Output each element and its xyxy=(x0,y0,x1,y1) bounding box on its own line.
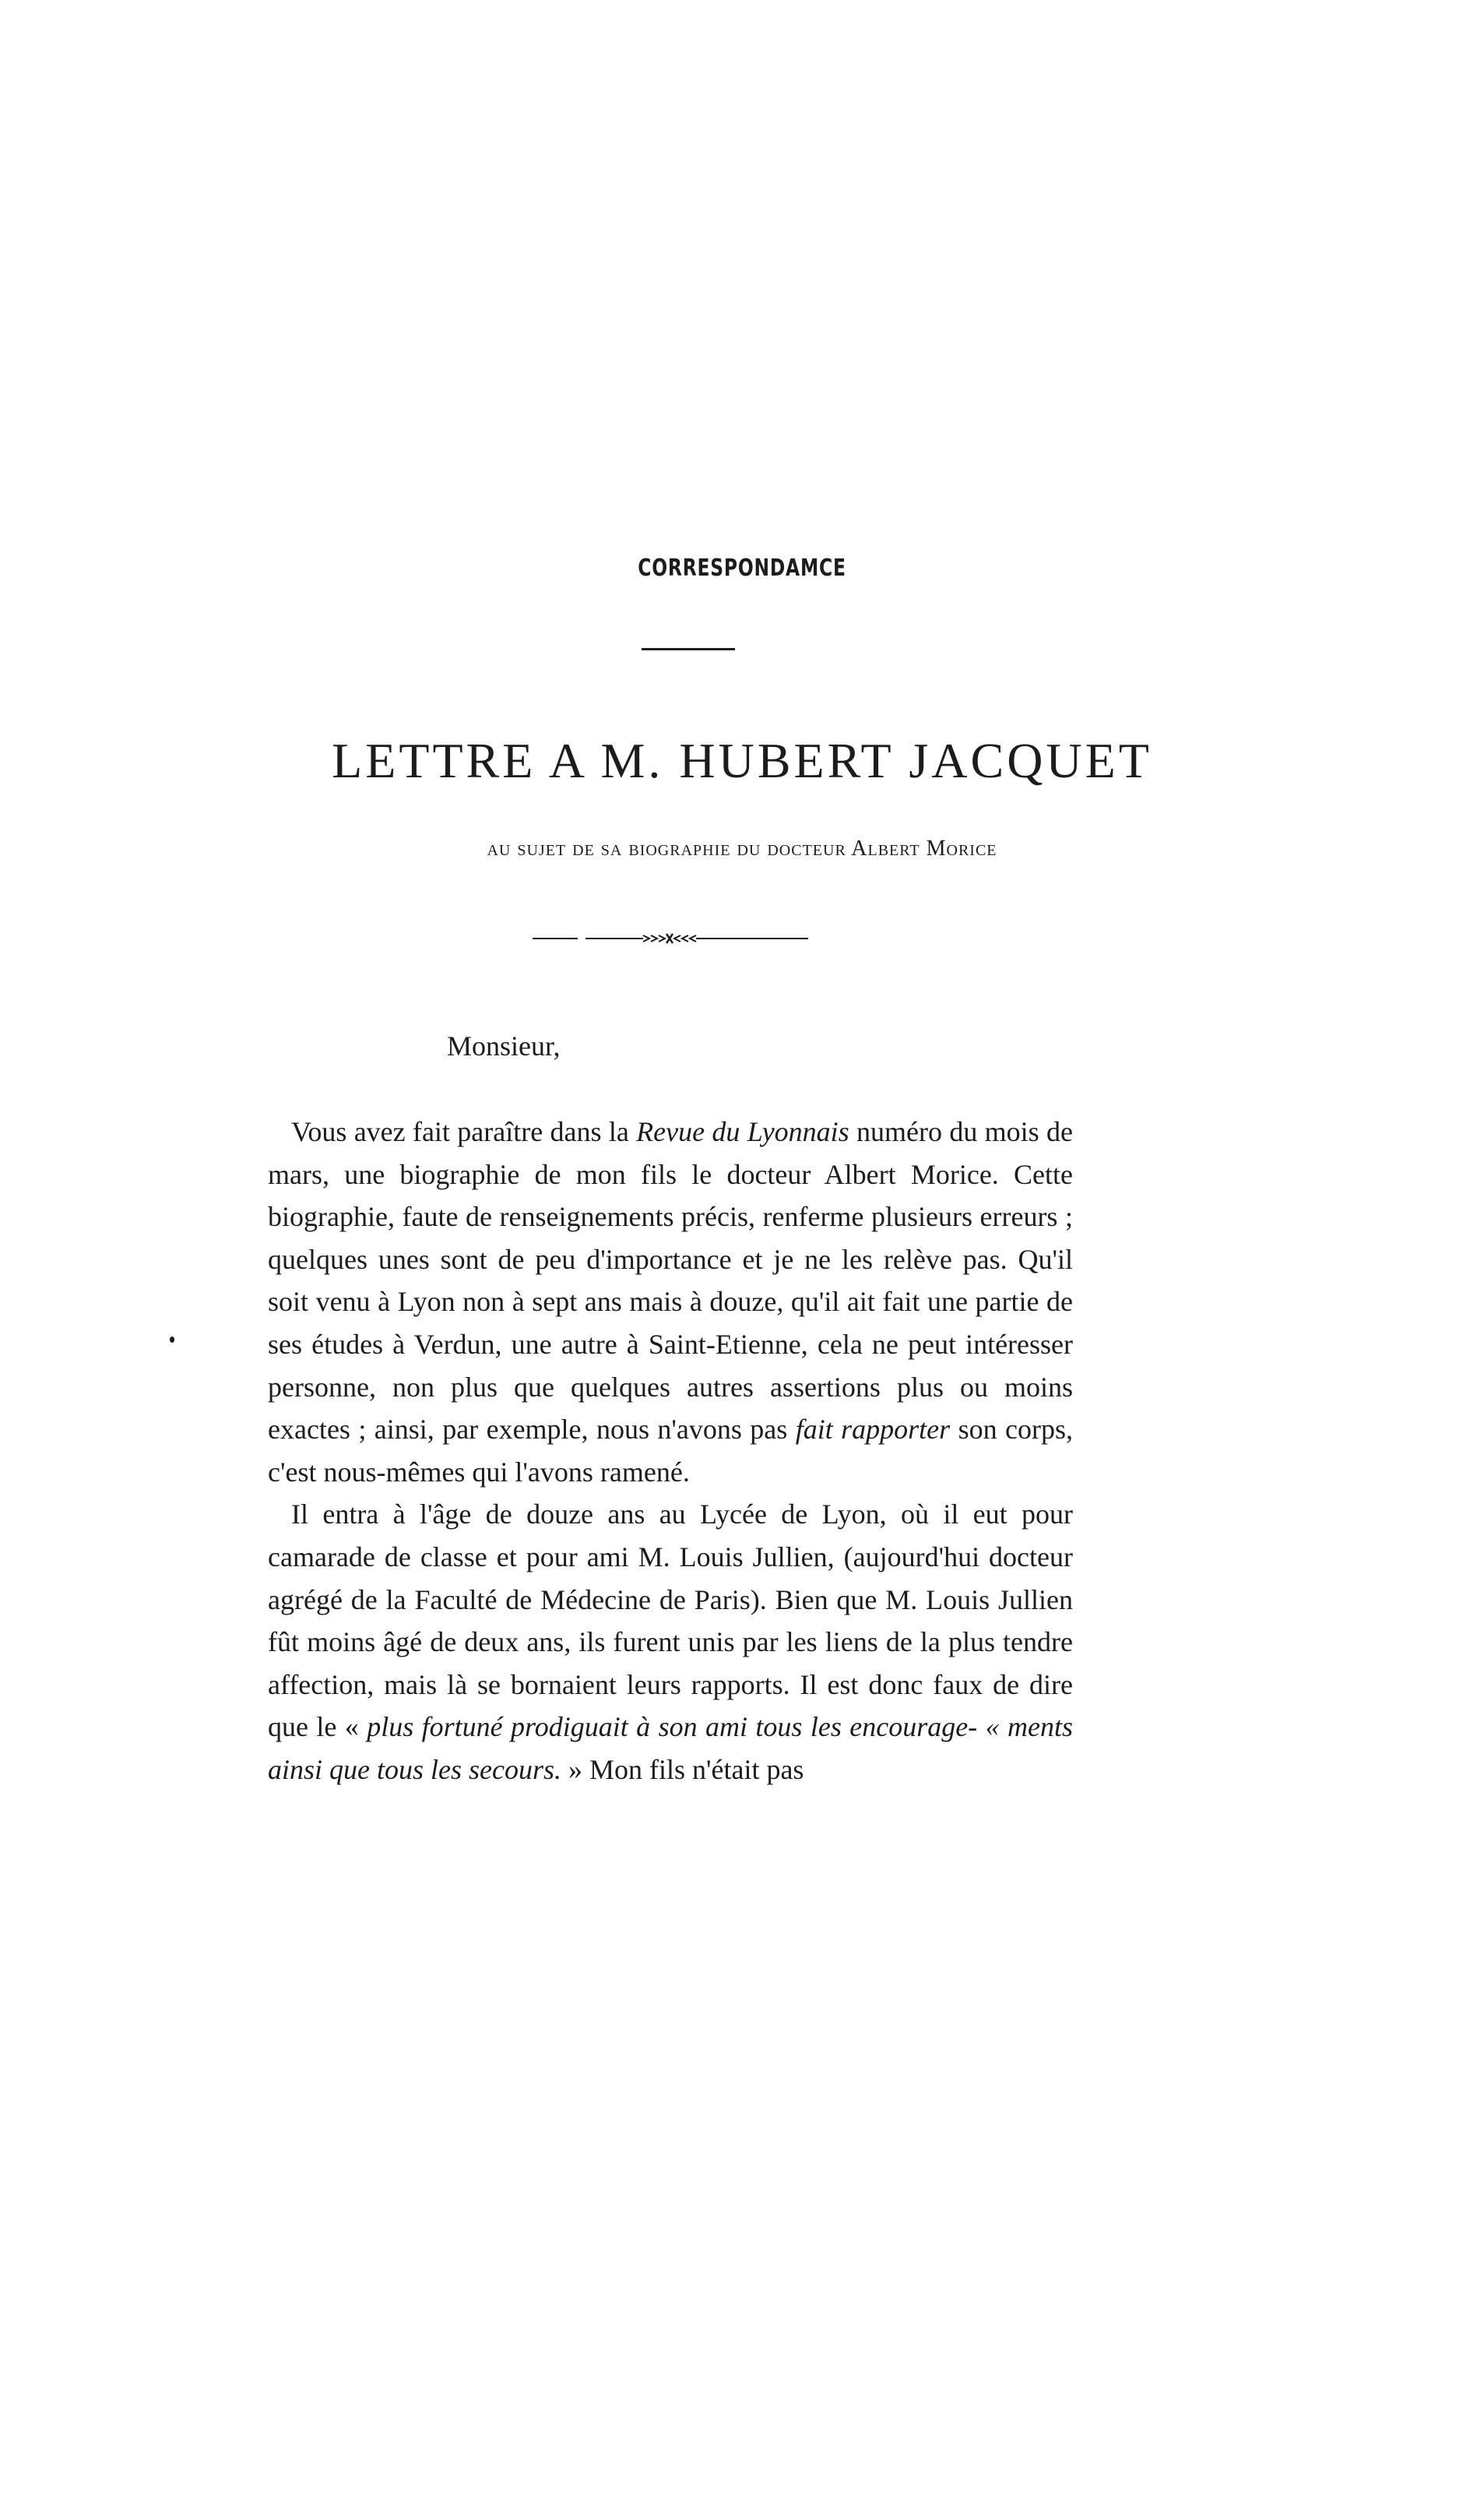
heading-rule xyxy=(642,648,735,650)
italic-run: Revue du Lyonnais xyxy=(636,1116,849,1147)
ornament-divider-icon xyxy=(526,927,814,950)
italic-run: plus fortuné prodiguait à son ami tous les encourage- « ments ainsi que tous les secours. xyxy=(268,1711,1073,1785)
letter-subtitle: au sujet de sa biographie du docteur Albert Morice xyxy=(487,836,997,861)
ink-speck xyxy=(170,1336,174,1343)
text-run: Il entra à l'âge de douze ans au Lycée de Lyon, où il eut pour camarade de classe et pour ami M. Louis Jullien, (aujourd'hui docteur agrégé de la Faculté de Médecine de Paris). Bien que M. Louis Jullien fût moins âgé de deux ans, ils furent unis par les liens de la plus tendre affection, mais là se bornaient leurs rapports. Il est donc faux de dire que le « xyxy=(268,1498,1073,1743)
paragraph-2 xyxy=(268,1493,1073,1791)
text-run: numéro du mois de mars, une biographie de mon fils le docteur Albert Morice. Cette biographie, faute de renseignements précis, renferme plusieurs erreurs ; quelques unes sont de peu d'importance et je ne les relève pas. Qu'il soit venu à Lyon non à sept ans mais à douze, qu'il ait fait une partie de ses études à Verdun, une autre à Saint-Etienne, cela ne peut intéresser personne, non plus que quelques autres assertions plus ou moins exactes ; ainsi, par exemple, nous n'avons pas xyxy=(268,1116,1073,1446)
italic-run: fait rapporter xyxy=(795,1414,951,1446)
letter-title: LETTRE A M. HUBERT JACQUET xyxy=(332,733,1152,788)
letter-body xyxy=(268,1111,1073,1791)
text-run: son corps, c'est nous-mêmes qui l'avons ramené. xyxy=(268,1414,1073,1488)
text-run: » Mon fils n'était pas xyxy=(561,1753,804,1785)
section-heading: CORRESPONDAMCE xyxy=(638,555,846,582)
salutation: Monsieur, xyxy=(447,1030,561,1062)
paragraph-1 xyxy=(268,1111,1073,1493)
text-run: Vous avez fait paraître dans la xyxy=(291,1116,637,1147)
